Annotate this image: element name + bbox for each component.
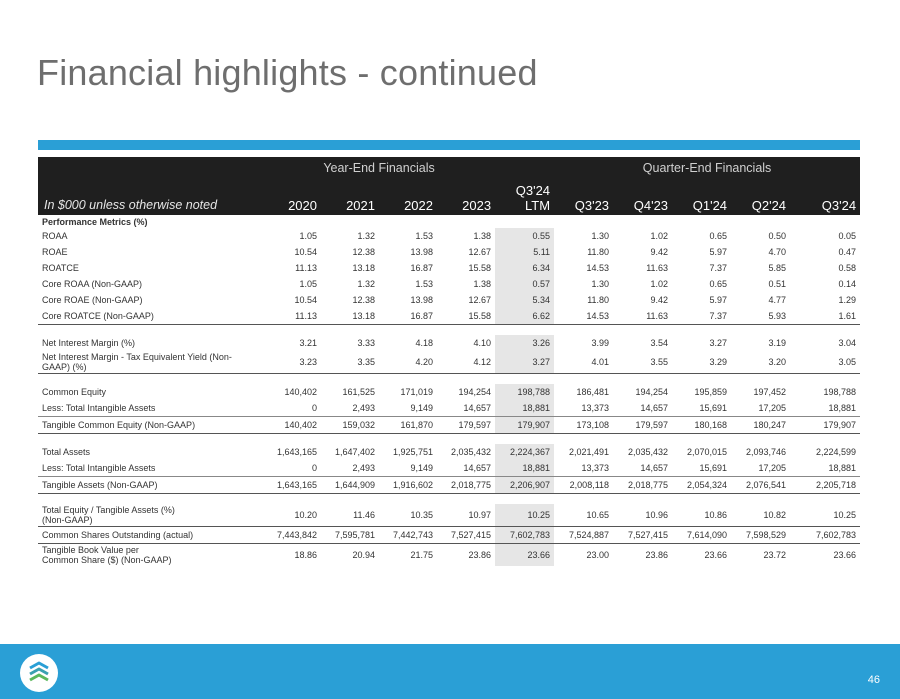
table-cell: 15,691 <box>699 463 728 473</box>
row-label: Total Equity / Tangible Assets (%) (Non-GAAP) <box>42 505 175 525</box>
table-cell: 5.11 <box>495 244 554 260</box>
row-label: ROAE <box>42 247 68 257</box>
table-row <box>38 276 860 292</box>
row-label: Less: Total Intangible Assets <box>42 463 156 473</box>
row-label: Common Equity <box>42 387 107 397</box>
table-cell: 1.05 <box>299 279 317 289</box>
table-cell: 180,247 <box>731 417 790 434</box>
table-cell: 194,254 <box>635 387 669 397</box>
page-number: 46 <box>867 674 880 686</box>
table-cell: 7,527,415 <box>613 527 672 544</box>
table-row <box>38 228 860 244</box>
table-cell: 13.98 <box>410 247 433 257</box>
table-cell: 3.26 <box>495 335 554 351</box>
table-cell: 0.14 <box>838 279 857 289</box>
table-row <box>38 308 860 325</box>
table-cell: 3.23 <box>263 351 321 374</box>
spacer-row <box>38 325 860 336</box>
table-cell: 18.86 <box>294 550 317 560</box>
table-row <box>38 444 860 460</box>
table-cell: 2,493 <box>352 463 375 473</box>
table-cell: 5.97 <box>709 247 728 257</box>
table-cell: 14.53 <box>586 263 610 273</box>
table-cell: 1.02 <box>650 279 669 289</box>
table-cell: 15.58 <box>437 308 495 325</box>
table-cell: 12.67 <box>468 247 492 257</box>
table-cell: 7,442,743 <box>379 527 437 544</box>
group-header-quarter-end: Quarter-End Financials <box>554 157 860 179</box>
page-title: Financial highlights - continued <box>37 52 538 93</box>
table-cell: 3.19 <box>768 338 787 348</box>
section-label: Performance Metrics (%) <box>42 216 148 227</box>
table-cell: 3.55 <box>613 351 672 374</box>
table-cell: 4.77 <box>768 295 787 305</box>
table-cell: 2,205,718 <box>790 477 860 494</box>
table-cell: 3.04 <box>838 338 857 348</box>
row-label: ROATCE <box>42 263 79 273</box>
table-cell: 12.38 <box>352 247 375 257</box>
table-cell: 159,032 <box>321 417 379 434</box>
table-cell: 13,373 <box>581 463 610 473</box>
table-cell: 2,021,491 <box>569 447 610 457</box>
table-cell: 11.63 <box>646 263 669 273</box>
table-cell: 11.13 <box>263 308 321 325</box>
group-header-year-end: Year-End Financials <box>263 157 495 179</box>
table-cell: 10.54 <box>294 247 317 257</box>
table-cell: 15,691 <box>699 403 728 413</box>
table-cell: 5.93 <box>731 308 790 325</box>
table-cell: 14,657 <box>463 403 492 413</box>
col-header: Q1'24 <box>672 179 731 215</box>
financial-highlights-table <box>38 157 860 566</box>
row-label: Tangible Book Value per Common Share ($) (Non-GAAP) <box>42 545 172 565</box>
table-row <box>38 292 860 308</box>
table-cell: 16.87 <box>410 263 433 273</box>
table-cell: 3.27 <box>495 351 554 374</box>
table-cell: 10.25 <box>495 504 554 527</box>
table-cell: 10.82 <box>763 510 787 520</box>
table-cell: 1.61 <box>790 308 860 325</box>
table-cell: 12.38 <box>352 295 375 305</box>
col-header: 2023 <box>437 179 495 215</box>
financial-table-container <box>38 157 860 566</box>
table-row <box>38 477 860 494</box>
table-row <box>38 544 860 567</box>
table-cell: 3.05 <box>790 351 860 374</box>
footer-bar <box>0 644 900 699</box>
table-cell: 7,524,887 <box>554 527 613 544</box>
table-cell: 7,602,783 <box>495 527 554 544</box>
row-label: Common Shares Outstanding (actual) <box>38 527 263 544</box>
table-cell: 13.18 <box>321 308 379 325</box>
table-cell: 2,206,907 <box>495 477 554 494</box>
table-cell: 17,205 <box>758 403 787 413</box>
table-cell: 2,035,432 <box>451 447 492 457</box>
spacer-cell <box>38 434 860 445</box>
table-cell: 5.85 <box>768 263 787 273</box>
table-row <box>38 335 860 351</box>
table-cell: 3.20 <box>731 351 790 374</box>
table-cell: 0.50 <box>768 231 787 241</box>
table-cell: 10.35 <box>410 510 433 520</box>
table-cell: 11.80 <box>587 295 610 305</box>
table-cell: 21.75 <box>410 550 433 560</box>
table-cell: 10.25 <box>833 510 857 520</box>
table-cell: 11.80 <box>587 247 610 257</box>
table-row <box>38 244 860 260</box>
table-cell: 197,452 <box>753 387 787 397</box>
col-header: Q3'23 <box>554 179 613 215</box>
table-cell: 2,493 <box>352 403 375 413</box>
table-cell: 1,643,165 <box>276 447 317 457</box>
table-cell: 179,597 <box>437 417 495 434</box>
table-row <box>38 460 860 477</box>
table-cell: 14.53 <box>554 308 613 325</box>
table-cell: 4.12 <box>437 351 495 374</box>
spacer-row <box>38 494 860 505</box>
layered-chevron-logo-icon <box>20 654 58 692</box>
table-cell: 2,035,432 <box>628 447 669 457</box>
table-cell: 0 <box>311 403 317 413</box>
table-cell: 13,373 <box>581 403 610 413</box>
table-cell: 7.37 <box>672 308 731 325</box>
table-cell: 2,018,775 <box>437 477 495 494</box>
row-label: ROAA <box>42 231 68 241</box>
table-cell: 15.58 <box>468 263 492 273</box>
table-cell: 0 <box>311 463 317 473</box>
table-cell: 2,093,746 <box>746 447 787 457</box>
table-cell: 10.54 <box>294 295 317 305</box>
table-cell: 2,054,324 <box>672 477 731 494</box>
table-cell: 1.30 <box>591 279 610 289</box>
table-cell: 7,527,415 <box>437 527 495 544</box>
table-row <box>38 260 860 276</box>
table-cell: 10.20 <box>294 510 317 520</box>
table-row <box>38 351 860 374</box>
table-cell: 7,443,842 <box>263 527 321 544</box>
row-label: Total Assets <box>42 447 91 457</box>
table-cell: 140,402 <box>263 417 321 434</box>
table-cell: 173,108 <box>554 417 613 434</box>
table-cell: 3.21 <box>299 338 317 348</box>
table-cell: 13.18 <box>352 263 375 273</box>
table-cell: 171,019 <box>400 387 433 397</box>
spacer-row <box>38 434 860 445</box>
col-header: Q3'24 <box>790 179 860 215</box>
table-cell: 5.97 <box>709 295 728 305</box>
table-cell: 2,018,775 <box>613 477 672 494</box>
table-cell: 18,881 <box>828 403 857 413</box>
row-label: Net Interest Margin - Tax Equivalent Yield (Non-GAAP) (%) <box>38 351 263 374</box>
table-cell: 23.86 <box>645 550 669 560</box>
table-cell: 161,525 <box>342 387 375 397</box>
table-cell: 1.38 <box>473 279 492 289</box>
table-cell: 3.54 <box>650 338 669 348</box>
table-cell: 0.65 <box>709 279 728 289</box>
table-cell: 6.34 <box>495 260 554 276</box>
table-cell: 9.42 <box>650 295 669 305</box>
row-label: Core ROAA (Non-GAAP) <box>42 279 143 289</box>
table-cell: 140,402 <box>284 387 317 397</box>
col-header: 2022 <box>379 179 437 215</box>
table-cell: 0.47 <box>838 247 857 257</box>
table-cell: 12.67 <box>468 295 492 305</box>
table-cell: 179,597 <box>613 417 672 434</box>
table-cell: 3.27 <box>709 338 728 348</box>
table-cell: 10.96 <box>645 510 669 520</box>
table-cell: 4.20 <box>379 351 437 374</box>
table-cell: 3.33 <box>357 338 375 348</box>
table-cell: 180,168 <box>672 417 731 434</box>
table-cell: 16.87 <box>379 308 437 325</box>
table-cell: 7.37 <box>709 263 728 273</box>
table-cell: 4.18 <box>415 338 433 348</box>
table-cell: 179,907 <box>790 417 860 434</box>
table-cell: 1,925,751 <box>392 447 433 457</box>
table-cell: 23.66 <box>704 550 728 560</box>
table-cell: 2,224,367 <box>495 444 554 460</box>
table-cell: 11.13 <box>295 263 317 273</box>
table-cell: 4.70 <box>768 247 787 257</box>
table-cell: 2,224,599 <box>816 447 857 457</box>
accent-bar <box>38 140 860 150</box>
table-cell: 9,149 <box>410 403 433 413</box>
spacer-cell <box>38 325 860 336</box>
table-cell: 194,254 <box>458 387 492 397</box>
table-cell: 2,076,541 <box>731 477 790 494</box>
table-cell: 14,657 <box>640 403 669 413</box>
table-cell: 23.66 <box>495 544 554 567</box>
table-cell: 23.86 <box>468 550 492 560</box>
table-cell: 4.10 <box>473 338 492 348</box>
table-cell: 0.65 <box>709 231 728 241</box>
table-cell: 10.65 <box>586 510 610 520</box>
table-cell: 13.98 <box>410 295 433 305</box>
table-cell: 7,602,783 <box>790 527 860 544</box>
col-header: Q4'23 <box>613 179 672 215</box>
table-cell: 1.29 <box>838 295 857 305</box>
table-cell: 14,657 <box>640 463 669 473</box>
table-cell: 1.02 <box>650 231 669 241</box>
table-cell: 18,881 <box>495 400 554 417</box>
row-label: Core ROAE (Non-GAAP) <box>42 295 143 305</box>
table-cell: 7,598,529 <box>731 527 790 544</box>
unit-label: In $000 unless otherwise noted <box>38 179 263 215</box>
col-header: 2020 <box>263 179 321 215</box>
table-cell: 3.29 <box>672 351 731 374</box>
table-row <box>38 504 860 527</box>
table-cell: 10.86 <box>704 510 728 520</box>
row-label: Core ROATCE (Non-GAAP) <box>38 308 263 325</box>
table-cell: 1.30 <box>591 231 610 241</box>
table-cell: 1.38 <box>473 231 492 241</box>
table-cell: 161,870 <box>379 417 437 434</box>
table-cell: 0.05 <box>838 231 857 241</box>
table-row <box>38 527 860 544</box>
spacer-cell <box>38 374 860 385</box>
section-row-performance <box>38 215 860 228</box>
table-cell: 23.72 <box>763 550 787 560</box>
table-cell: 7,614,090 <box>672 527 731 544</box>
table-cell: 0.58 <box>838 263 857 273</box>
table-cell: 9.42 <box>650 247 669 257</box>
table-cell: 2,008,118 <box>554 477 613 494</box>
table-cell: 17,205 <box>758 463 787 473</box>
table-cell: 1,647,402 <box>334 447 375 457</box>
table-cell: 1.05 <box>299 231 317 241</box>
group-header-row <box>38 157 860 179</box>
table-cell: 0.57 <box>495 276 554 292</box>
col-header: Q2'24 <box>731 179 790 215</box>
spacer-row <box>38 374 860 385</box>
table-cell: 5.34 <box>495 292 554 308</box>
table-cell: 0.51 <box>768 279 787 289</box>
row-label: Net Interest Margin (%) <box>42 338 136 348</box>
table-body <box>38 215 860 566</box>
table-row <box>38 400 860 417</box>
table-cell: 198,788 <box>823 387 857 397</box>
group-header-ltm-gap <box>495 157 554 179</box>
table-cell: 4.01 <box>554 351 613 374</box>
table-cell: 2,070,015 <box>687 447 728 457</box>
table-cell: 1.53 <box>415 231 433 241</box>
table-cell: 23.66 <box>833 550 857 560</box>
col-header: 2021 <box>321 179 379 215</box>
table-cell: 186,481 <box>576 387 610 397</box>
table-cell: 1,644,909 <box>321 477 379 494</box>
spacer-cell <box>38 494 860 505</box>
table-cell: 1.53 <box>415 279 433 289</box>
table-cell: 1,916,602 <box>379 477 437 494</box>
table-cell: 11.46 <box>353 510 375 520</box>
table-cell: 1.32 <box>357 279 375 289</box>
table-cell: 1.32 <box>357 231 375 241</box>
table-cell: 11.63 <box>613 308 672 325</box>
table-cell: 3.99 <box>591 338 610 348</box>
table-cell: 23.00 <box>586 550 610 560</box>
table-cell: 3.35 <box>321 351 379 374</box>
column-header-row <box>38 179 860 215</box>
table-row <box>38 384 860 400</box>
table-cell: 195,859 <box>694 387 728 397</box>
table-cell: 20.94 <box>352 550 375 560</box>
table-cell: 18,881 <box>495 460 554 477</box>
col-header-ltm: Q3'24 LTM <box>495 179 554 215</box>
table-cell: 0.55 <box>495 228 554 244</box>
table-cell: 6.62 <box>495 308 554 325</box>
table-cell: 7,595,781 <box>321 527 379 544</box>
table-cell: 1,643,165 <box>263 477 321 494</box>
table-cell: 10.97 <box>468 510 492 520</box>
table-cell: 198,788 <box>495 384 554 400</box>
table-cell: 14,657 <box>463 463 492 473</box>
table-row <box>38 417 860 434</box>
row-label: Less: Total Intangible Assets <box>42 403 156 413</box>
table-cell: 18,881 <box>828 463 857 473</box>
row-label: Tangible Common Equity (Non-GAAP) <box>38 417 263 434</box>
row-label: Tangible Assets (Non-GAAP) <box>38 477 263 494</box>
table-cell: 179,907 <box>495 417 554 434</box>
group-header-empty <box>38 157 263 179</box>
table-cell: 9,149 <box>410 463 433 473</box>
